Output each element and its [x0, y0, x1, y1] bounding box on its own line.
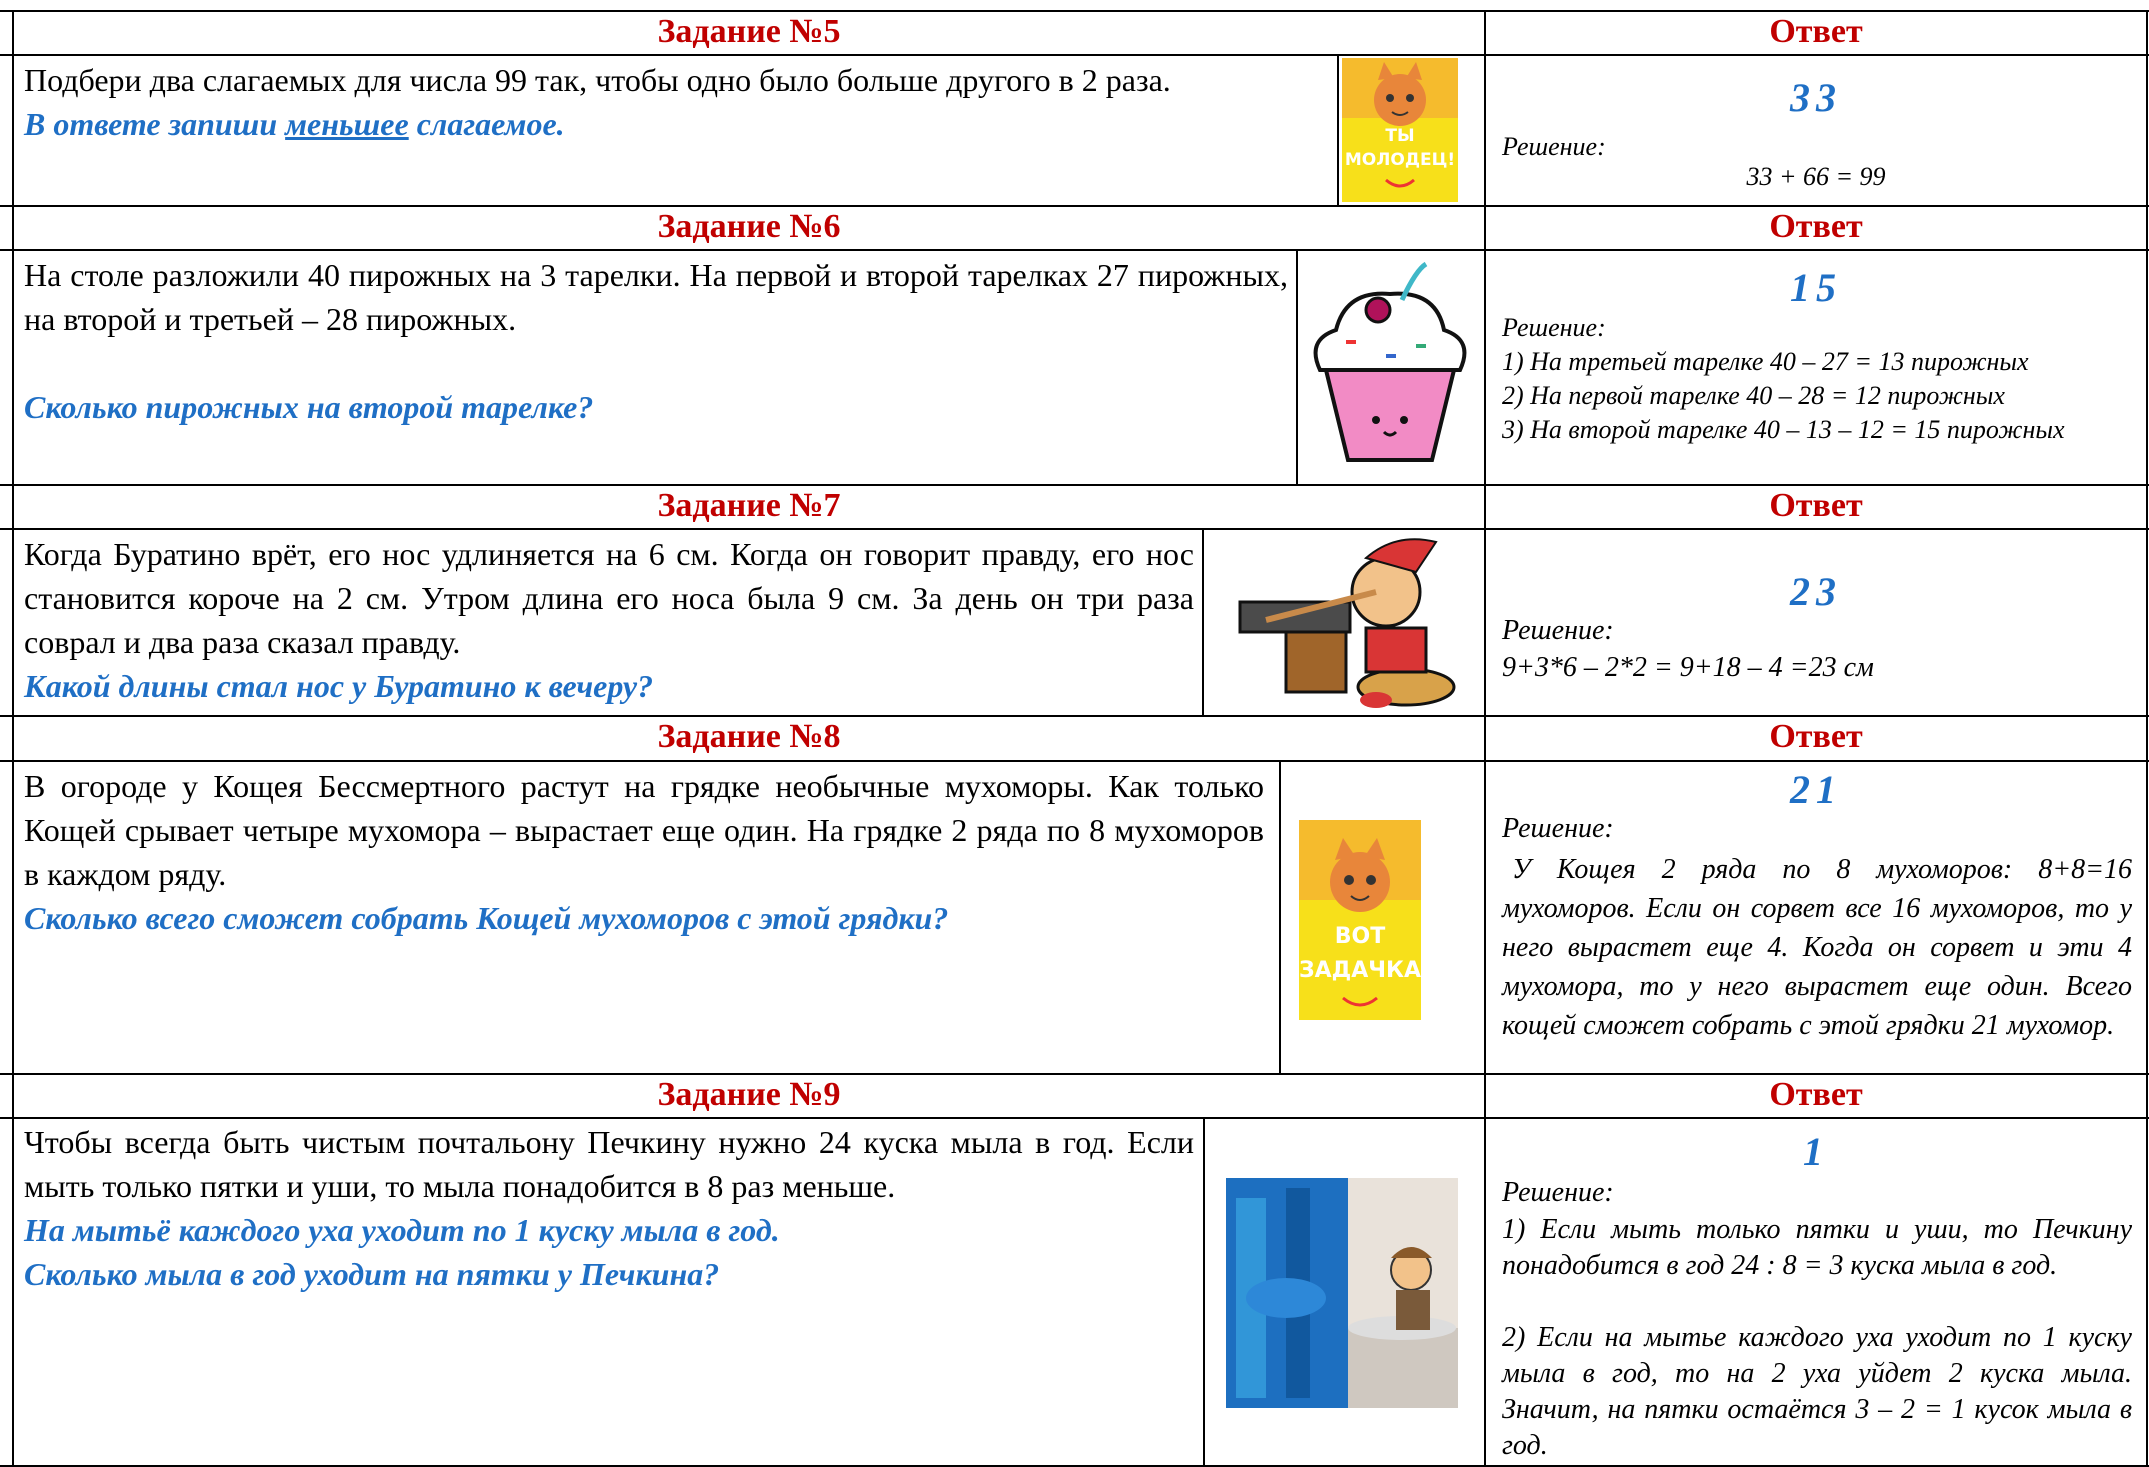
cupcake-image — [1306, 260, 1474, 472]
solution-label: Решение: — [1502, 813, 1614, 844]
cat-poster-image — [1299, 820, 1432, 1020]
solution-line: 9+3*6 – 2*2 = 9+18 – 4 =23 см — [1502, 652, 1874, 683]
task-text — [24, 253, 1288, 429]
answer-header: Ответ — [1769, 1076, 1863, 1113]
answer-header: Ответ — [1769, 13, 1863, 50]
answer-value: 23 — [1790, 569, 1842, 614]
task-title: Задание №5 — [657, 13, 841, 50]
solution-line: 33 + 66 = 99 — [1746, 162, 1886, 191]
bathroom-pechkin-image — [1226, 1178, 1458, 1408]
poster-caption: ВОТ ЗАДАЧКА! — [1299, 924, 1432, 983]
task-question-2: Сколько мыла в год уходит на пятки у Печкина? — [24, 1256, 720, 1292]
task-question: На мытьё каждого уха уходит по 1 куску мыла в год. — [24, 1212, 780, 1248]
task-statement: Чтобы всегда быть чистым почтальону Печкину нужно 24 куска мыла в год. Если мыть только пятки и уши, то мыла понадобится в 8 раз меньше. — [24, 1124, 1194, 1204]
answer-value: 21 — [1790, 767, 1842, 812]
task-text — [24, 1120, 1194, 1296]
task-statement: В огороде у Кощея Бессмертного растут на грядке необычные мухоморы. Как только Кощей срывает четыре мухомора – вырастает еще один. На грядке 2 ряда по 8 мухоморов в каждом ряду. — [24, 768, 1264, 892]
task-text — [24, 532, 1194, 708]
task-title: Задание №6 — [657, 208, 841, 245]
answer-header: Ответ — [1769, 718, 1863, 755]
task-statement: Подбери два слагаемых для числа 99 так, чтобы одно было больше другого в 2 раза. — [24, 62, 1171, 98]
task-question: Сколько пирожных на второй тарелке? — [24, 389, 594, 425]
task-statement: Когда Буратино врёт, его нос удлиняется на 6 см. Когда он говорит правду, его нос становится короче на 2 см. Утром длина его носа была 9 см. За день он три раза соврал и два раза сказал правду. — [24, 536, 1194, 660]
cat-poster-image — [1342, 58, 1458, 202]
answer-value: 33 — [1790, 75, 1842, 120]
answer-header: Ответ — [1769, 487, 1863, 524]
solution-label: Решение: — [1502, 1177, 1614, 1208]
task-text — [24, 764, 1264, 940]
solution-line: У Кощея 2 ряда по 8 мухоморов: 8+8=16 мухоморов. Если он сорвет все 16 мухоморов, то у него вырастет еще 4. Когда он сорвет и эти 4 мухомора, то у него вырастет еще один. Всего кощей сможет собрать с этой грядки 21 мухомор. — [1502, 854, 2132, 1041]
solution-label: Решение: — [1502, 615, 1614, 646]
task-title: Задание №7 — [657, 487, 841, 524]
solution-line: 2) Если на мытье каждого уха уходит по 1 куску мыла в год, то на 2 уха уйдет 2 куска мыла. Значит, на пятки остаётся 3 – 2 = 1 кусок мыла в год. — [1502, 1322, 2132, 1461]
buratino-image — [1226, 532, 1458, 710]
solution-line: 1) На третьей тарелке 40 – 27 = 13 пирожных — [1502, 347, 2029, 376]
solution-label: Решение: — [1502, 132, 1606, 161]
task-question: Сколько всего сможет собрать Кощей мухоморов с этой грядки? — [24, 900, 949, 936]
task-text — [24, 58, 1304, 146]
poster-caption: ТЫ МОЛОДЕЦ! — [1344, 126, 1456, 170]
answer-value: 15 — [1790, 265, 1842, 310]
answer-header: Ответ — [1769, 208, 1863, 245]
task-statement: На столе разложили 40 пирожных на 3 тарелки. На первой и второй тарелках 27 пирожных, на второй и третьей – 28 пирожных. — [24, 257, 1288, 337]
task-question: Какой длины стал нос у Буратино к вечеру? — [24, 668, 654, 704]
task-title: Задание №8 — [657, 718, 841, 755]
answer-value: 1 — [1803, 1129, 1829, 1174]
solution-line: 3) На второй тарелке 40 – 13 – 12 = 15 пирожных — [1502, 415, 2065, 444]
task-question: В ответе запиши меньшее слагаемое. — [24, 106, 565, 142]
solution-label: Решение: — [1502, 313, 1606, 342]
solution-line: 1) Если мыть только пятки и уши, то Печкину понадобится в год 24 : 8 = 3 куска мыла в год. — [1502, 1214, 2132, 1281]
solution-line: 2) На первой тарелке 40 – 28 = 12 пирожных — [1502, 381, 2005, 410]
task-title: Задание №9 — [657, 1076, 841, 1113]
